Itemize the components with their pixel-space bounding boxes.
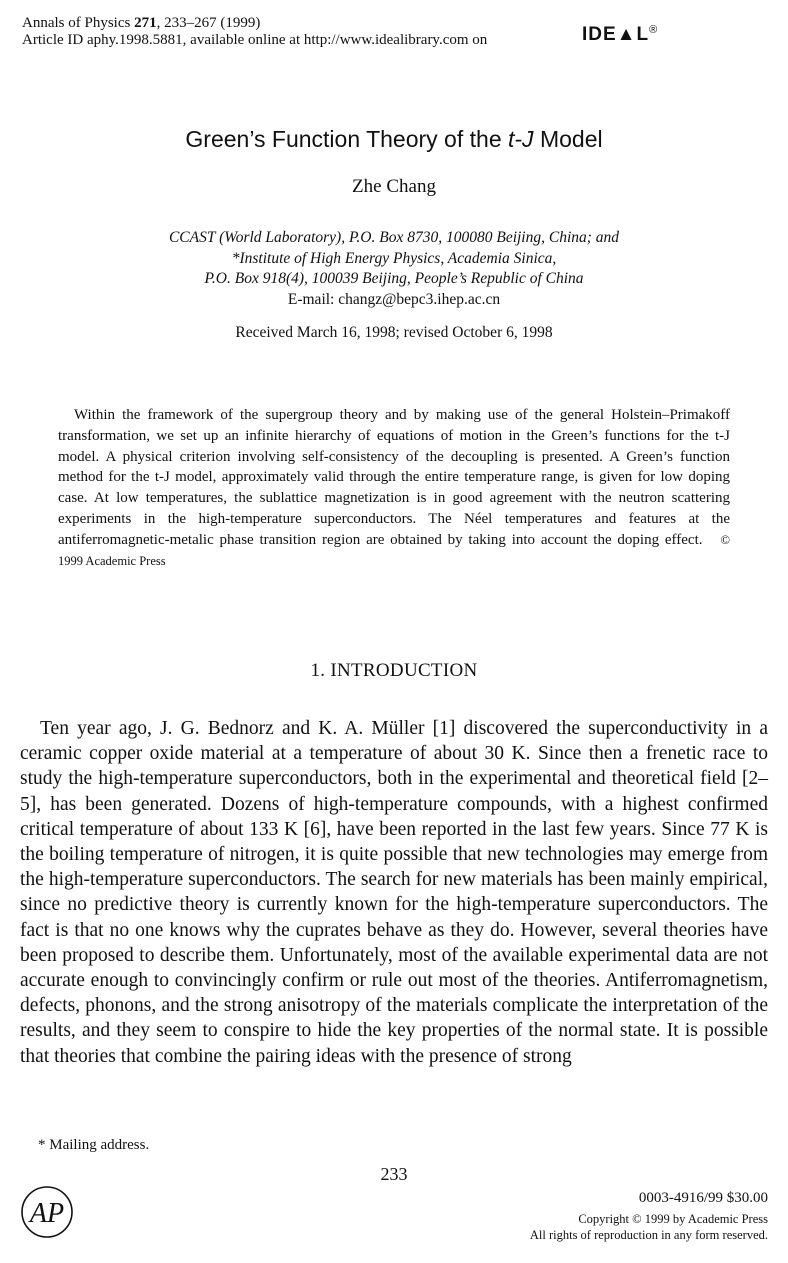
publication-rights (530, 1190, 768, 1243)
abstract-copyright: © 1999 Academic Press (58, 532, 730, 568)
publisher-logo-text: AP (29, 1198, 65, 1229)
section-heading: 1. INTRODUCTION (310, 660, 478, 681)
journal-pages: , 233–267 (1999) (156, 15, 261, 31)
title-post: Model (533, 126, 603, 152)
ideal-logo-text: IDE▲L (582, 24, 650, 45)
page-number: 233 (380, 1164, 408, 1184)
introduction-paragraph (20, 716, 768, 1069)
rights-line: All rights of reproduction in any form reserved. (529, 1228, 768, 1242)
article-id-line: Article ID aphy.1998.5881, available online at http://www.idealibrary.com on (22, 32, 488, 48)
abstract-text: Within the framework of the supergroup theory and by making use of the general Holstein–Primakoff transformation, we set up an infinite hierarchy of equations of motion in the Green’s functions for the t-J model. A physical criterion involving self-consistency of the decoupling is presented. A Green’s function method for the t-J model, approximately valid through the entire temperature range, is given for low doping case. At low temperatures, the sublattice magnetization is in good agreement with the neutron scattering experiments in the high-temperature superconductors. The Néel temperatures and features at the antiferromagnetic-metalic phase transition region are obtained by taking into account the doping effect. (58, 407, 730, 548)
academic-press-logo-icon (20, 1185, 74, 1239)
title-italic: t-J (508, 126, 534, 152)
affiliation-line-3: P.O. Box 918(4), 100039 Beijing, People’s Republic of China (204, 270, 584, 287)
introduction-text: Ten year ago, J. G. Bednorz and K. A. Müller [1] discovered the superconductivity in a ceramic copper oxide material at a temperature of about 30 K. Since then a frenetic race to study the high-temperature superconductors, both in the experimental and theoretical field [2–5], has been generated. Dozens of high-temperature compounds, with a highest confirmed critical temperature of about 133 K [6], have been reported in the last few years. Since 77 K is the boiling temperature of nitrogen, it is quite possible that new technologies may emerge from the high-temperature superconductors. The search for new materials has been mainly empirical, since no predictive theory is currently known for the high-temperature superconductors. The fact is that no one knows why the cuprates behave as they do. However, several theories have been proposed to describe them. Unfortunately, most of the available experimental data are not accurate enough to convincingly confirm or rule out most of the theories. Antiferromagnetism, defects, phonons, and the strong anisotropy of the materials complicate the interpretation of the results, and they seem to conspire to hide the key properties of the normal state. It is possible that theories that combine the pairing ideas with the presence of strong (20, 718, 768, 1067)
issn-price: 0003-4916/99 $30.00 (638, 1190, 768, 1206)
journal-name: Annals of Physics (22, 15, 131, 31)
journal-header (22, 15, 487, 49)
journal-citation (22, 15, 487, 32)
registered-mark: ® (649, 24, 659, 36)
journal-volume: 271 (134, 15, 157, 31)
affiliation-line-1: CCAST (World Laboratory), P.O. Box 8730, 100080 Beijing, China; and (168, 229, 620, 246)
author-email: E-mail: changz@bepc3.ihep.ac.cn (287, 290, 501, 308)
affiliation-line-2: *Institute of High Energy Physics, Academia Sinica, (231, 249, 557, 267)
title-pre: Green’s Function Theory of the (185, 126, 508, 152)
author-name: Zhe Chang (352, 176, 436, 197)
abstract (58, 405, 730, 571)
affiliation (0, 228, 788, 310)
ideal-logo (582, 24, 658, 46)
footnote: * Mailing address. (38, 1137, 150, 1153)
copyright-line: Copyright © 1999 by Academic Press (578, 1212, 768, 1226)
received-dates: Received March 16, 1998; revised October 6, 1998 (235, 324, 553, 341)
paper-title (0, 126, 788, 153)
